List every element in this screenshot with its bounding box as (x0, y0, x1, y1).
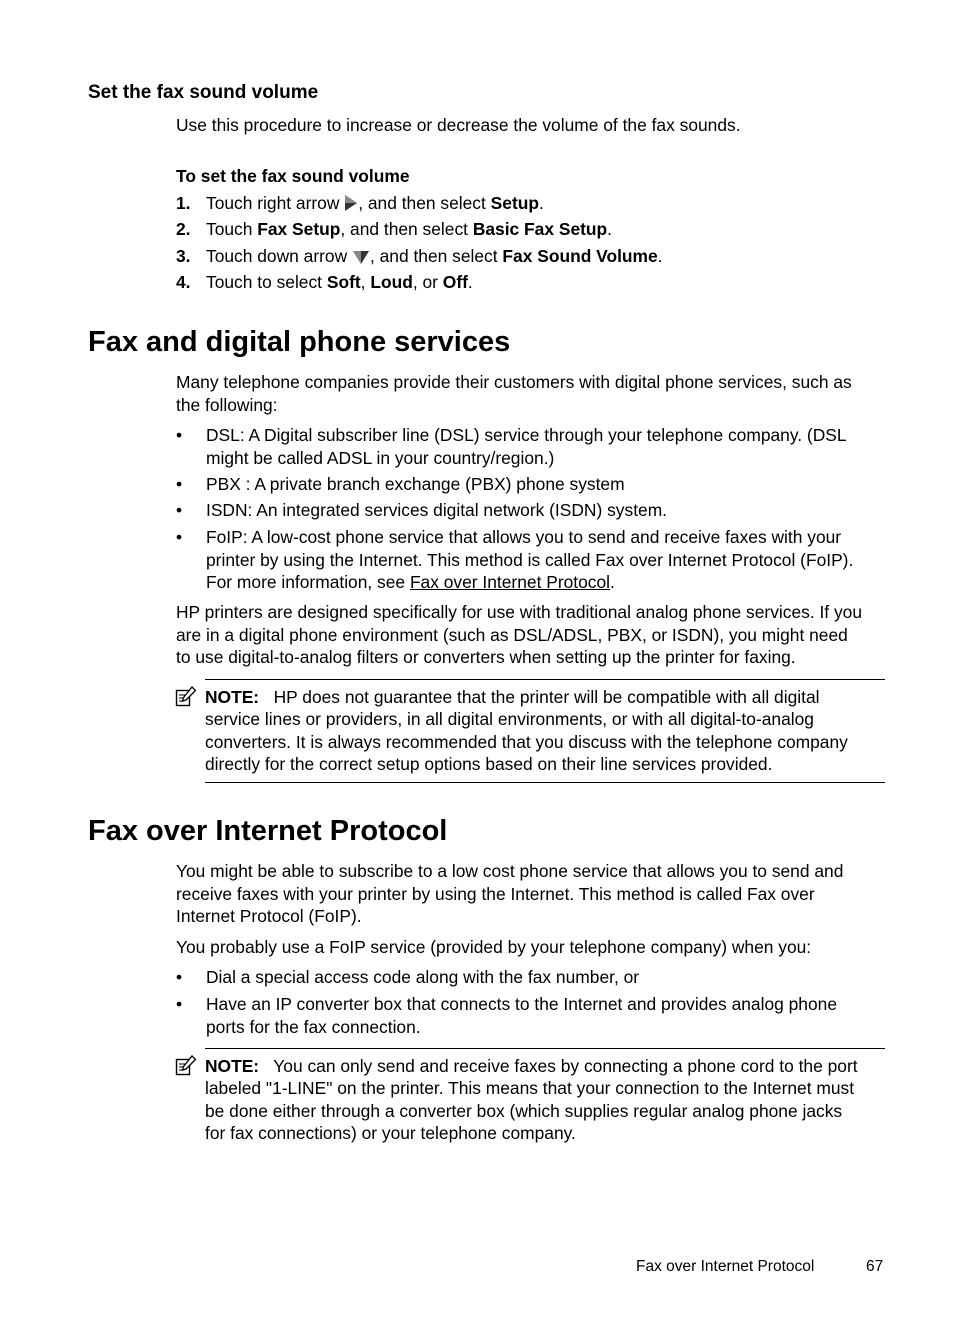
bullet: • (176, 527, 183, 547)
intro-line: Internet Protocol (FoIP). (176, 906, 362, 926)
intro-line: Many telephone companies provide their customers with digital phone services, such as (176, 372, 852, 392)
note-line: NOTE: HP does not guarantee that the printer will be compatible with all digital (205, 687, 820, 707)
paragraph-line: to use digital-to-analog filters or converters when setting up the printer for faxing. (176, 647, 796, 667)
note-line: NOTE: You can only send and receive faxes by connecting a phone cord to the port (205, 1056, 858, 1076)
step-number: 2. (176, 219, 191, 239)
intro-line: the following: (176, 395, 278, 415)
step-1: Touch right arrow , and then select Setup. (206, 193, 544, 213)
footer-title: Fax over Internet Protocol (636, 1258, 815, 1275)
note-line: labeled "1-LINE" on the printer. This means that your connection to the Internet must (205, 1078, 855, 1098)
note-pencil-icon (175, 1055, 197, 1077)
step-number: 3. (176, 246, 191, 266)
list-item-pbx: PBX : A private branch exchange (PBX) phone system (206, 474, 625, 494)
step-number: 4. (176, 272, 191, 292)
bullet: • (176, 425, 183, 445)
intro-text: Use this procedure to increase or decrease the volume of the fax sounds. (176, 115, 741, 135)
note-top-rule (205, 679, 885, 680)
section-heading-foip: Fax over Internet Protocol (88, 815, 448, 847)
note-bottom-rule (205, 782, 885, 783)
list-item-foip: FoIP: A low-cost phone service that allows you to send and receive faxes with your printer by using the Internet. This method is called Fax over Internet Protocol (FoIP). For more information, see Fax over Internet Protocol. (206, 527, 854, 592)
bullet: • (176, 967, 183, 987)
paragraph-line: You probably use a FoIP service (provided by your telephone company) when you: (176, 937, 812, 957)
section-heading-fax-sound-volume: Set the fax sound volume (88, 82, 319, 103)
note-line: be done either through a converter box (which supplies regular analog phone jacks (205, 1101, 843, 1121)
bullet: • (176, 500, 183, 520)
down-arrow-icon (352, 249, 370, 265)
step-number: 1. (176, 193, 191, 213)
intro-line: You might be able to subscribe to a low cost phone service that allows you to send and (176, 861, 844, 881)
note-line: converters. It is always recommended that you discuss with the telephone company (205, 732, 848, 752)
note-pencil-icon (175, 686, 197, 708)
section-heading-digital-phone: Fax and digital phone services (88, 326, 511, 358)
note-line: service lines or providers, in all digital environments, or with all digital-to-analog (205, 709, 814, 729)
note-top-rule (205, 1048, 885, 1049)
paragraph-line: are in a digital phone environment (such as DSL/ADSL, PBX, or ISDN), you might need (176, 625, 848, 645)
paragraph-line: HP printers are designed specifically for use with traditional analog phone services. If you (176, 602, 863, 622)
note-line: directly for the correct setup options based on their line services provided. (205, 754, 773, 774)
note-line: for fax connections) or your telephone company. (205, 1123, 576, 1143)
bullet: • (176, 994, 183, 1014)
list-item-ip-converter: Have an IP converter box that connects to the Internet and provides analog phone ports for the fax connection. (206, 994, 837, 1037)
bullet: • (176, 474, 183, 494)
list-item-dsl: DSL: A Digital subscriber line (DSL) service through your telephone company. (DSL might be called ADSL in your country/region.) (206, 425, 847, 468)
list-item-isdn: ISDN: An integrated services digital network (ISDN) system. (206, 500, 668, 520)
step-4: Touch to select Soft, Loud, or Off. (206, 272, 473, 292)
right-arrow-icon (344, 194, 358, 212)
page-number: 67 (866, 1258, 884, 1275)
foip-link[interactable]: Fax over Internet Protocol (409, 572, 611, 592)
procedure-title: To set the fax sound volume (176, 166, 410, 186)
step-3: Touch down arrow , and then select Fax Sound Volume. (206, 246, 663, 266)
step-2: Touch Fax Setup, and then select Basic Fax Setup. (206, 219, 613, 239)
intro-line: receive faxes with your printer by using the Internet. This method is called Fax over (176, 884, 815, 904)
list-item-access-code: Dial a special access code along with the fax number, or (206, 967, 640, 987)
